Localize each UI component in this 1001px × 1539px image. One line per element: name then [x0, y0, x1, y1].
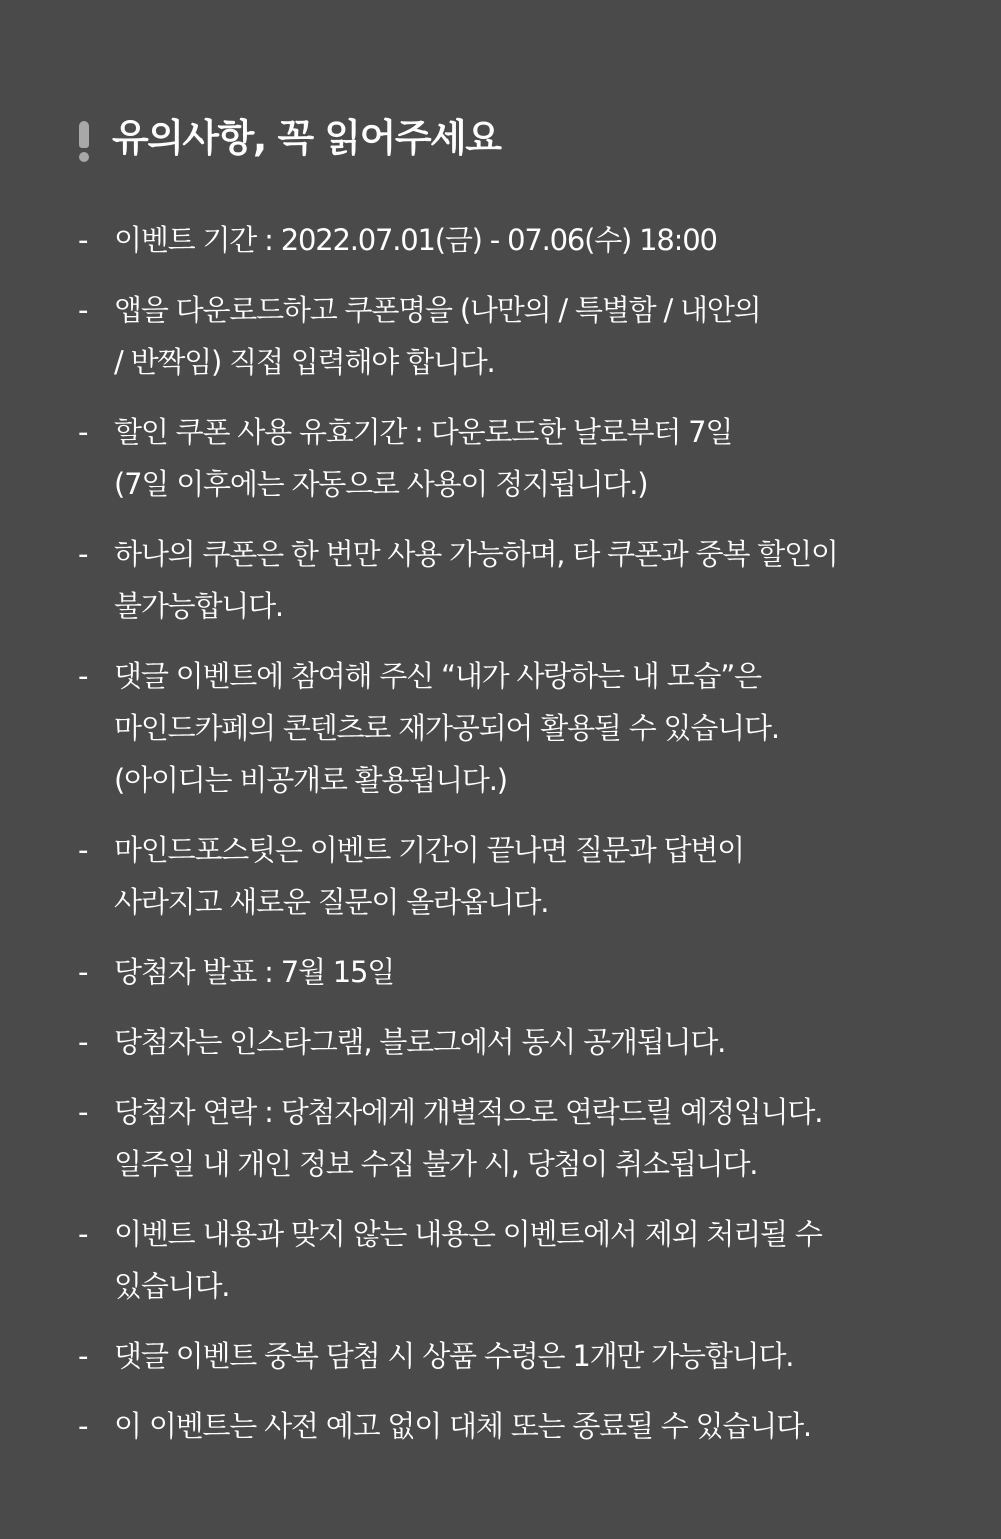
note-line: 일주일 내 개인 정보 수집 불가 시, 당첨이 취소됩니다. — [114, 1147, 758, 1181]
note-line: 하나의 쿠폰은 한 번만 사용 가능하며, 타 쿠폰과 중복 할인이 — [114, 537, 838, 571]
note-text — [114, 1016, 958, 1068]
bullet-dash: - — [78, 1339, 89, 1373]
list-item — [78, 946, 958, 998]
note-line: / 반짝임) 직접 입력해야 합니다. — [114, 345, 495, 379]
list-item — [78, 1016, 958, 1068]
list-item — [78, 1208, 958, 1312]
bullet-dash: - — [78, 223, 89, 257]
note-text — [114, 650, 958, 806]
note-line: (7일 이후에는 자동으로 사용이 정지됩니다.) — [114, 467, 648, 501]
note-text — [114, 406, 958, 510]
note-line: 마인드포스팃은 이벤트 기간이 끝나면 질문과 답변이 — [114, 833, 745, 867]
note-line: 당첨자 연락 : 당첨자에게 개별적으로 연락드릴 예정입니다. — [114, 1095, 823, 1129]
bullet-dash: - — [78, 955, 89, 989]
bullet-dash: - — [78, 1409, 89, 1443]
note-text — [114, 1086, 958, 1190]
note-line: 당첨자 발표 : 7월 15일 — [114, 955, 395, 989]
notice-heading — [78, 108, 958, 168]
bullet-dash: - — [78, 293, 89, 327]
list-item — [78, 214, 958, 266]
note-line: 불가능합니다. — [114, 589, 283, 623]
exclamation-icon — [78, 115, 90, 161]
note-text — [114, 1330, 958, 1382]
list-item — [78, 1400, 958, 1452]
note-line: 당첨자는 인스타그램, 블로그에서 동시 공개됩니다. — [114, 1025, 726, 1059]
bullet-dash: - — [78, 415, 89, 449]
page-title: 유의사항, 꼭 읽어주세요 — [112, 116, 501, 160]
note-line: 이벤트 내용과 맞지 않는 내용은 이벤트에서 제외 처리될 수 — [114, 1217, 822, 1251]
list-item — [78, 528, 958, 632]
list-item — [78, 650, 958, 806]
notice-section — [78, 108, 958, 1470]
note-text — [114, 946, 958, 998]
note-line: (아이디는 비공개로 활용됩니다.) — [114, 763, 507, 797]
note-line: 이벤트 기간 : 2022.07.01(금) - 07.06(수) 18:00 — [114, 223, 717, 257]
note-line: 이 이벤트는 사전 예고 없이 대체 또는 종료될 수 있습니다. — [114, 1409, 811, 1443]
list-item — [78, 284, 958, 388]
bullet-dash: - — [78, 833, 89, 867]
list-item — [78, 1086, 958, 1190]
note-line: 앱을 다운로드하고 쿠폰명을 (나만의 / 특별함 / 내안의 — [114, 293, 761, 327]
bullet-dash: - — [78, 1095, 89, 1129]
notes-list — [78, 214, 958, 1452]
bullet-dash: - — [78, 1025, 89, 1059]
note-text — [114, 214, 958, 266]
note-line: 있습니다. — [114, 1269, 230, 1303]
note-line: 댓글 이벤트에 참여해 주신 “내가 사랑하는 내 모습”은 — [114, 659, 761, 693]
bullet-dash: - — [78, 659, 89, 693]
bullet-dash: - — [78, 1217, 89, 1251]
list-item — [78, 1330, 958, 1382]
bullet-dash: - — [78, 537, 89, 571]
list-item — [78, 406, 958, 510]
note-text — [114, 824, 958, 928]
note-text — [114, 528, 958, 632]
note-text — [114, 1400, 958, 1452]
note-text — [114, 1208, 958, 1312]
note-line: 마인드카페의 콘텐츠로 재가공되어 활용될 수 있습니다. — [114, 711, 779, 745]
note-text — [114, 284, 958, 388]
list-item — [78, 824, 958, 928]
note-line: 사라지고 새로운 질문이 올라옵니다. — [114, 885, 549, 919]
note-line: 할인 쿠폰 사용 유효기간 : 다운로드한 날로부터 7일 — [114, 415, 733, 449]
note-line: 댓글 이벤트 중복 담첨 시 상품 수령은 1개만 가능합니다. — [114, 1339, 794, 1373]
